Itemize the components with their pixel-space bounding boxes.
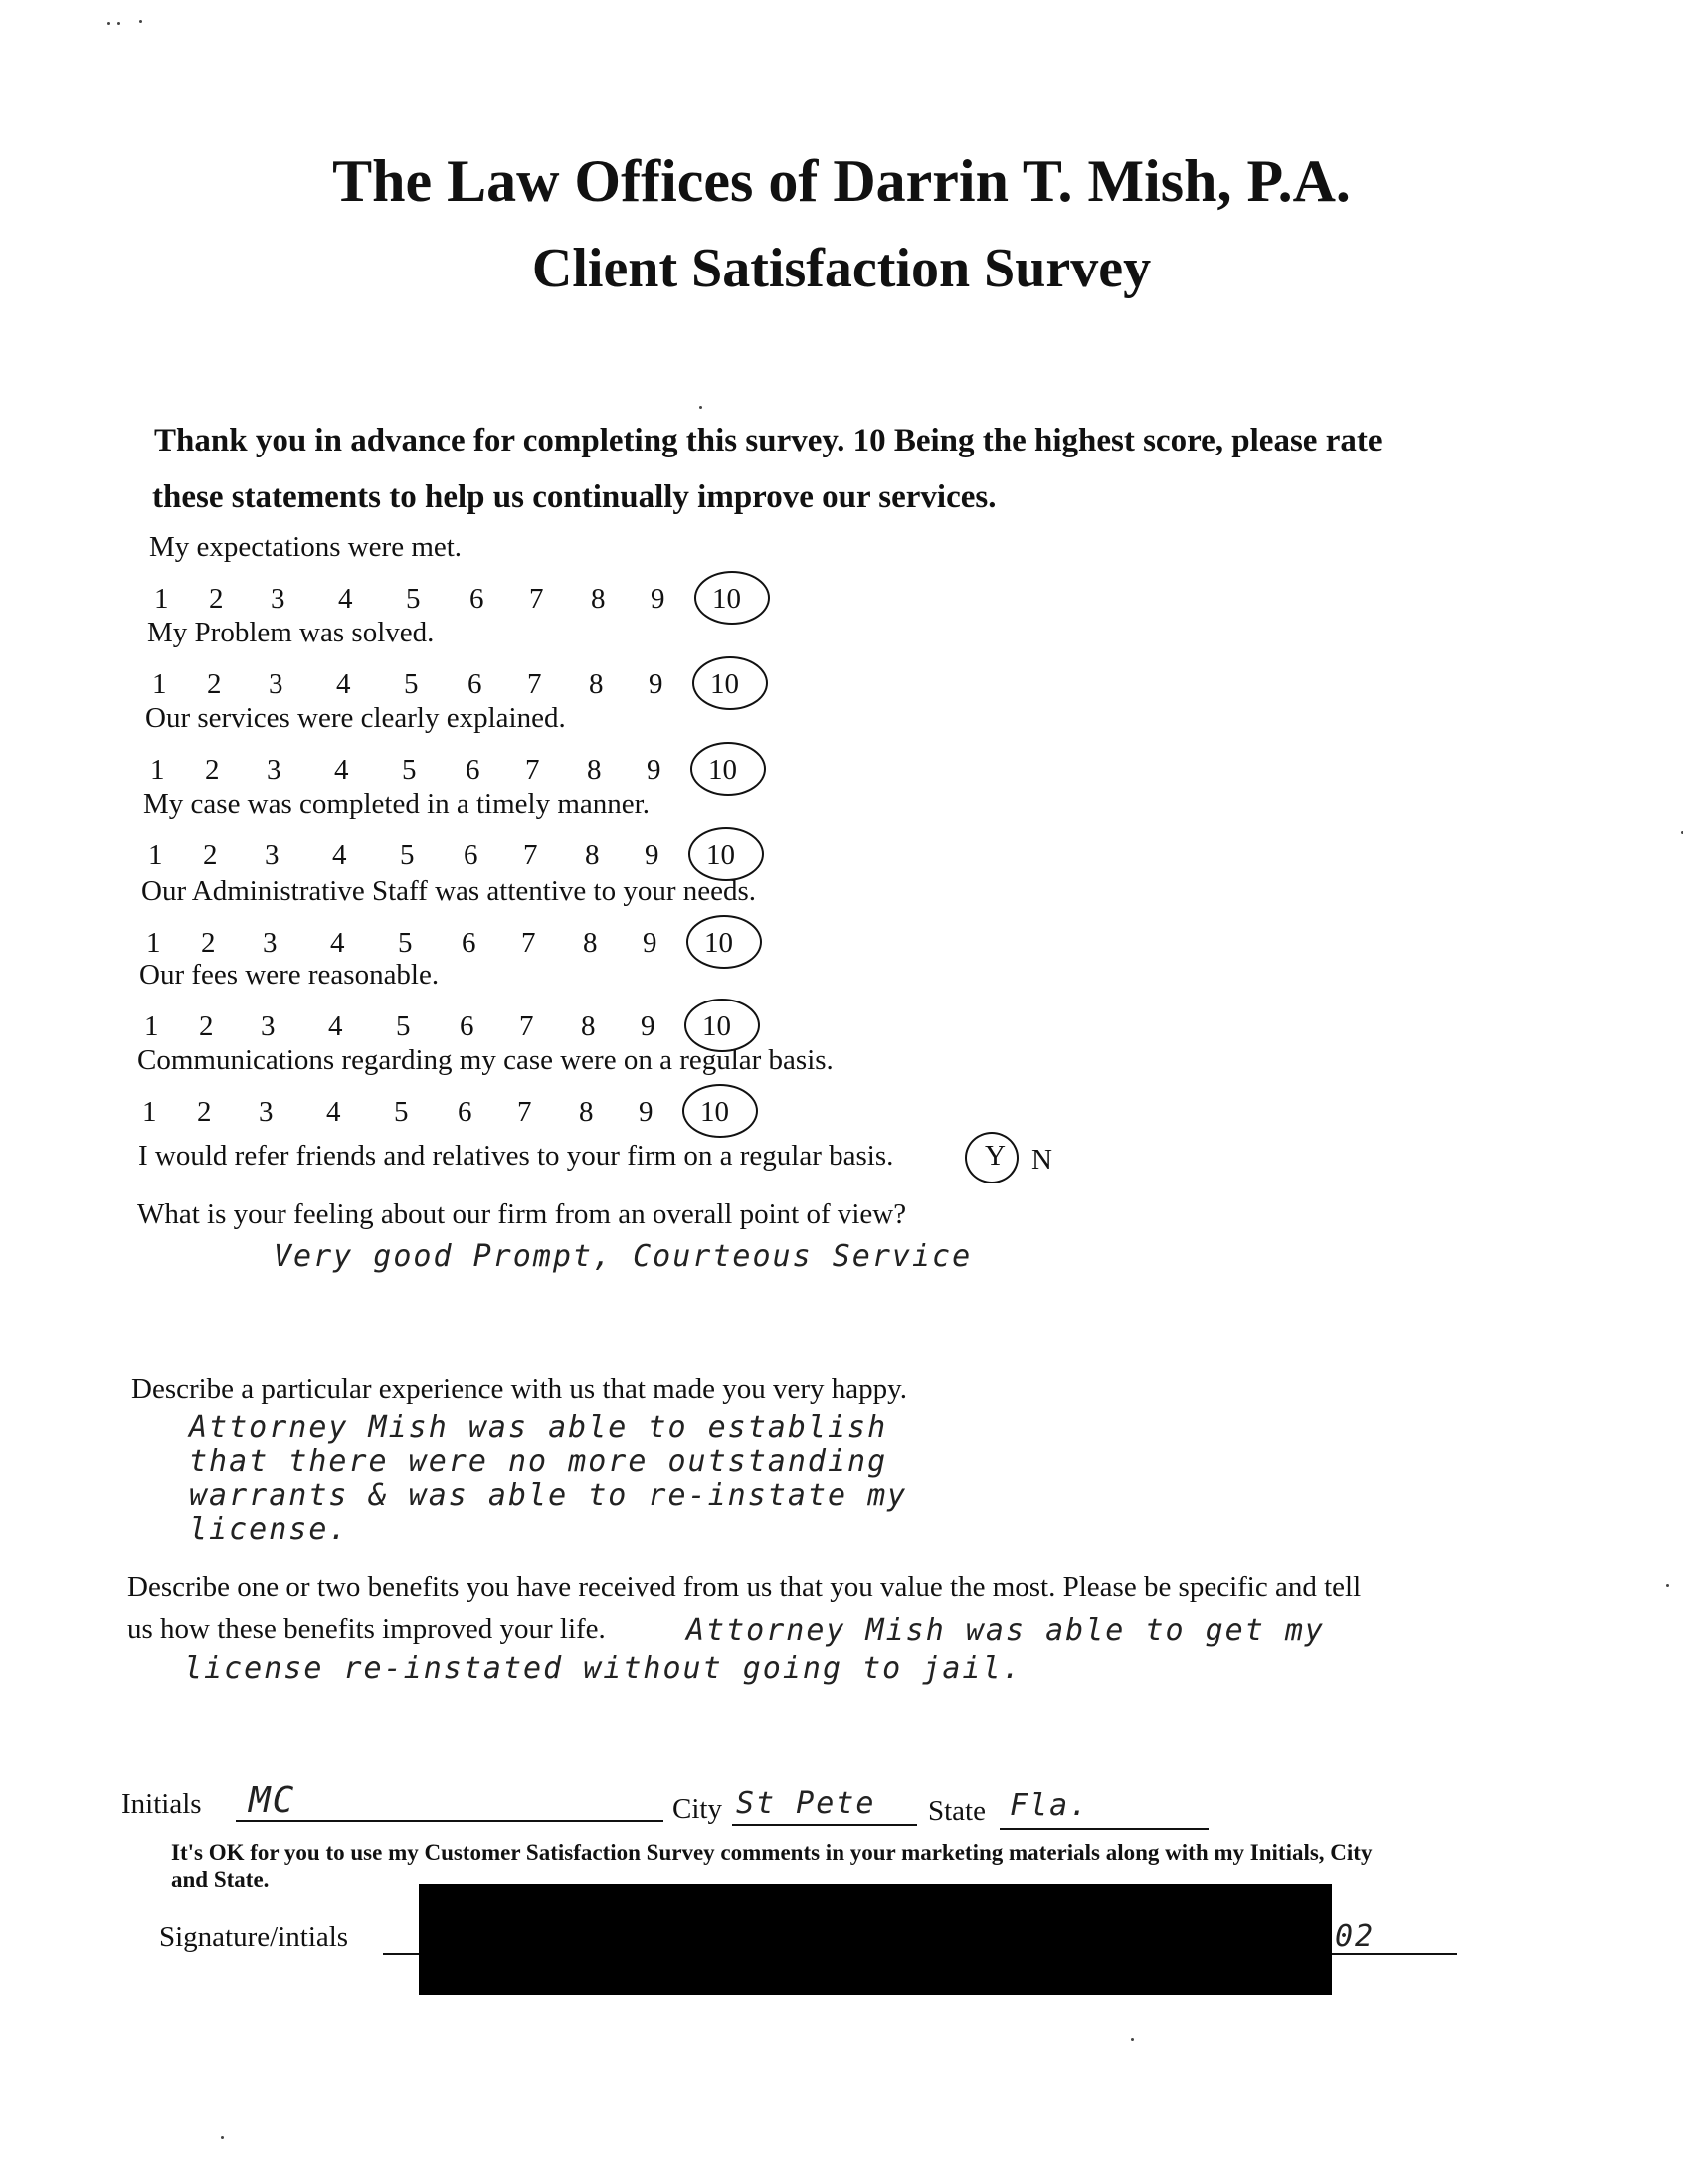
rating-option-4[interactable]: 4: [332, 839, 347, 871]
rating-option-2[interactable]: 2: [199, 1010, 214, 1042]
rating-option-9[interactable]: 9: [643, 927, 657, 959]
rating-option-6[interactable]: 6: [462, 927, 476, 959]
rating-option-8[interactable]: 8: [579, 1096, 594, 1128]
rating-option-4[interactable]: 4: [336, 668, 351, 700]
rating-option-9[interactable]: 9: [649, 668, 663, 700]
rating-option-10[interactable]: 10: [702, 1010, 731, 1042]
scan-speck: [1666, 1584, 1669, 1587]
overall-question: What is your feeling about our firm from an overall point of view?: [137, 1198, 907, 1230]
rating-option-8[interactable]: 8: [591, 583, 606, 615]
state-underline: [1000, 1828, 1209, 1830]
rating-option-5[interactable]: 5: [398, 927, 413, 959]
rating-option-2[interactable]: 2: [197, 1096, 212, 1128]
rating-option-1[interactable]: 1: [150, 754, 165, 786]
selected-rating-circle-mark: [682, 1084, 758, 1138]
rating-option-5[interactable]: 5: [402, 754, 417, 786]
rating-option-10[interactable]: 10: [700, 1096, 729, 1128]
scan-speck: [1131, 2038, 1134, 2041]
scan-speck: [139, 20, 142, 23]
scan-speck: [107, 22, 110, 25]
rating-option-8[interactable]: 8: [585, 839, 600, 871]
rating-option-9[interactable]: 9: [651, 583, 665, 615]
rating-option-3[interactable]: 3: [261, 1010, 276, 1042]
rating-option-8[interactable]: 8: [589, 668, 604, 700]
refer-yes-circle-mark: [965, 1132, 1019, 1183]
experience-answer-line[interactable]: warrants & was able to re-instate my: [189, 1478, 908, 1513]
rating-option-3[interactable]: 3: [265, 839, 280, 871]
refer-yes-option[interactable]: Y: [985, 1140, 1006, 1172]
question-text: My expectations were met.: [149, 531, 463, 563]
scan-speck: [117, 22, 120, 25]
rating-option-3[interactable]: 3: [269, 668, 283, 700]
document-subtitle: Client Satisfaction Survey: [531, 238, 1152, 299]
scan-speck: [699, 406, 702, 409]
experience-answer-line[interactable]: Attorney Mish was able to establish: [189, 1410, 888, 1445]
rating-option-2[interactable]: 2: [207, 668, 222, 700]
benefits-answer-line-2[interactable]: license re-instated without going to jail.: [184, 1651, 1023, 1686]
rating-option-8[interactable]: 8: [587, 754, 602, 786]
question-text: Communications regarding my case were on a regular basis.: [137, 1044, 834, 1076]
city-underline: [732, 1824, 917, 1826]
refer-question-text: I would refer friends and relatives to your firm on a regular basis.: [138, 1140, 894, 1172]
signature-date-fragment: 02: [1335, 1919, 1376, 1954]
rating-option-4[interactable]: 4: [338, 583, 353, 615]
rating-option-1[interactable]: 1: [152, 668, 167, 700]
initials-label: Initials: [121, 1788, 202, 1820]
rating-option-8[interactable]: 8: [583, 927, 598, 959]
selected-rating-circle-mark: [692, 656, 768, 710]
rating-option-10[interactable]: 10: [710, 668, 739, 700]
experience-answer-line[interactable]: that there were no more outstanding: [189, 1444, 888, 1479]
rating-option-7[interactable]: 7: [527, 668, 542, 700]
rating-option-10[interactable]: 10: [706, 839, 735, 871]
benefits-question-line-2: us how these benefits improved your life.: [127, 1613, 606, 1645]
refer-question: [138, 1140, 893, 1173]
rating-option-5[interactable]: 5: [396, 1010, 411, 1042]
state-label: State: [928, 1795, 986, 1827]
selected-rating-circle-mark: [694, 571, 770, 625]
question-text: My Problem was solved.: [147, 617, 435, 648]
experience-answer-line[interactable]: license.: [189, 1512, 349, 1547]
refer-no-option[interactable]: N: [1031, 1144, 1052, 1176]
rating-option-4[interactable]: 4: [328, 1010, 343, 1042]
rating-option-2[interactable]: 2: [209, 583, 224, 615]
rating-option-5[interactable]: 5: [400, 839, 415, 871]
rating-option-6[interactable]: 6: [469, 583, 484, 615]
rating-option-7[interactable]: 7: [517, 1096, 532, 1128]
rating-option-1[interactable]: 1: [142, 1096, 157, 1128]
benefits-question-line-1: Describe one or two benefits you have received from us that you value the most. Please be specific and tell: [127, 1571, 1362, 1603]
signature-redaction: [419, 1884, 1332, 1995]
signature-label: Signature/intials: [159, 1921, 349, 1953]
rating-option-6[interactable]: 6: [468, 668, 482, 700]
overall-answer[interactable]: Very good Prompt, Courteous Service: [274, 1239, 973, 1274]
rating-option-1[interactable]: 1: [154, 583, 169, 615]
selected-rating-circle-mark: [688, 827, 764, 881]
scan-speck: [221, 2136, 224, 2139]
rating-option-1[interactable]: 1: [146, 927, 161, 959]
state-field[interactable]: Fla.: [1010, 1788, 1090, 1823]
question-text: My case was completed in a timely manner.: [143, 788, 650, 819]
rating-option-6[interactable]: 6: [464, 839, 478, 871]
rating-option-1[interactable]: 1: [148, 839, 163, 871]
city-label: City: [672, 1793, 722, 1825]
rating-option-3[interactable]: 3: [267, 754, 281, 786]
initials-underline: [236, 1820, 663, 1822]
rating-option-10[interactable]: 10: [712, 583, 741, 615]
question-text: Our Administrative Staff was attentive to your needs.: [141, 875, 757, 907]
rating-option-3[interactable]: 3: [271, 583, 285, 615]
rating-option-5[interactable]: 5: [404, 668, 419, 700]
rating-option-6[interactable]: 6: [458, 1096, 472, 1128]
rating-option-9[interactable]: 9: [639, 1096, 654, 1128]
rating-option-7[interactable]: 7: [519, 1010, 534, 1042]
initials-field[interactable]: MC: [249, 1780, 296, 1821]
rating-option-8[interactable]: 8: [581, 1010, 596, 1042]
rating-option-4[interactable]: 4: [330, 927, 345, 959]
consent-line-1: It's OK for you to use my Customer Satisfaction Survey comments in your marketing materials along with my Initials, City: [171, 1840, 1373, 1865]
question-text: Our fees were reasonable.: [139, 959, 440, 991]
rating-option-2[interactable]: 2: [203, 839, 218, 871]
rating-option-6[interactable]: 6: [466, 754, 480, 786]
intro-line-1: Thank you in advance for completing this survey. 10 Being the highest score, please rate: [154, 423, 1383, 458]
experience-question: Describe a particular experience with us that made you very happy.: [131, 1373, 907, 1405]
consent-line-2: and State.: [171, 1867, 270, 1892]
rating-option-7[interactable]: 7: [523, 839, 538, 871]
rating-option-6[interactable]: 6: [460, 1010, 474, 1042]
rating-option-9[interactable]: 9: [645, 839, 659, 871]
rating-option-7[interactable]: 7: [525, 754, 540, 786]
rating-option-4[interactable]: 4: [334, 754, 349, 786]
rating-option-5[interactable]: 5: [394, 1096, 409, 1128]
rating-option-7[interactable]: 7: [529, 583, 544, 615]
rating-option-7[interactable]: 7: [521, 927, 536, 959]
selected-rating-circle-mark: [690, 742, 766, 796]
rating-option-5[interactable]: 5: [406, 583, 421, 615]
rating-option-3[interactable]: 3: [259, 1096, 274, 1128]
rating-option-4[interactable]: 4: [326, 1096, 341, 1128]
question-text: Our services were clearly explained.: [145, 702, 566, 734]
rating-option-3[interactable]: 3: [263, 927, 278, 959]
selected-rating-circle-mark: [686, 915, 762, 969]
city-field[interactable]: St Pete: [736, 1786, 876, 1821]
rating-option-1[interactable]: 1: [144, 1010, 159, 1042]
rating-option-2[interactable]: 2: [205, 754, 220, 786]
intro-line-2: these statements to help us continually improve our services.: [152, 479, 997, 515]
rating-option-9[interactable]: 9: [641, 1010, 655, 1042]
document-title: The Law Offices of Darrin T. Mish, P.A.: [332, 148, 1351, 214]
benefits-answer-line-1[interactable]: Attorney Mish was able to get my: [686, 1613, 1325, 1648]
rating-option-9[interactable]: 9: [647, 754, 661, 786]
rating-option-10[interactable]: 10: [708, 754, 737, 786]
rating-option-2[interactable]: 2: [201, 927, 216, 959]
rating-option-10[interactable]: 10: [704, 927, 733, 959]
